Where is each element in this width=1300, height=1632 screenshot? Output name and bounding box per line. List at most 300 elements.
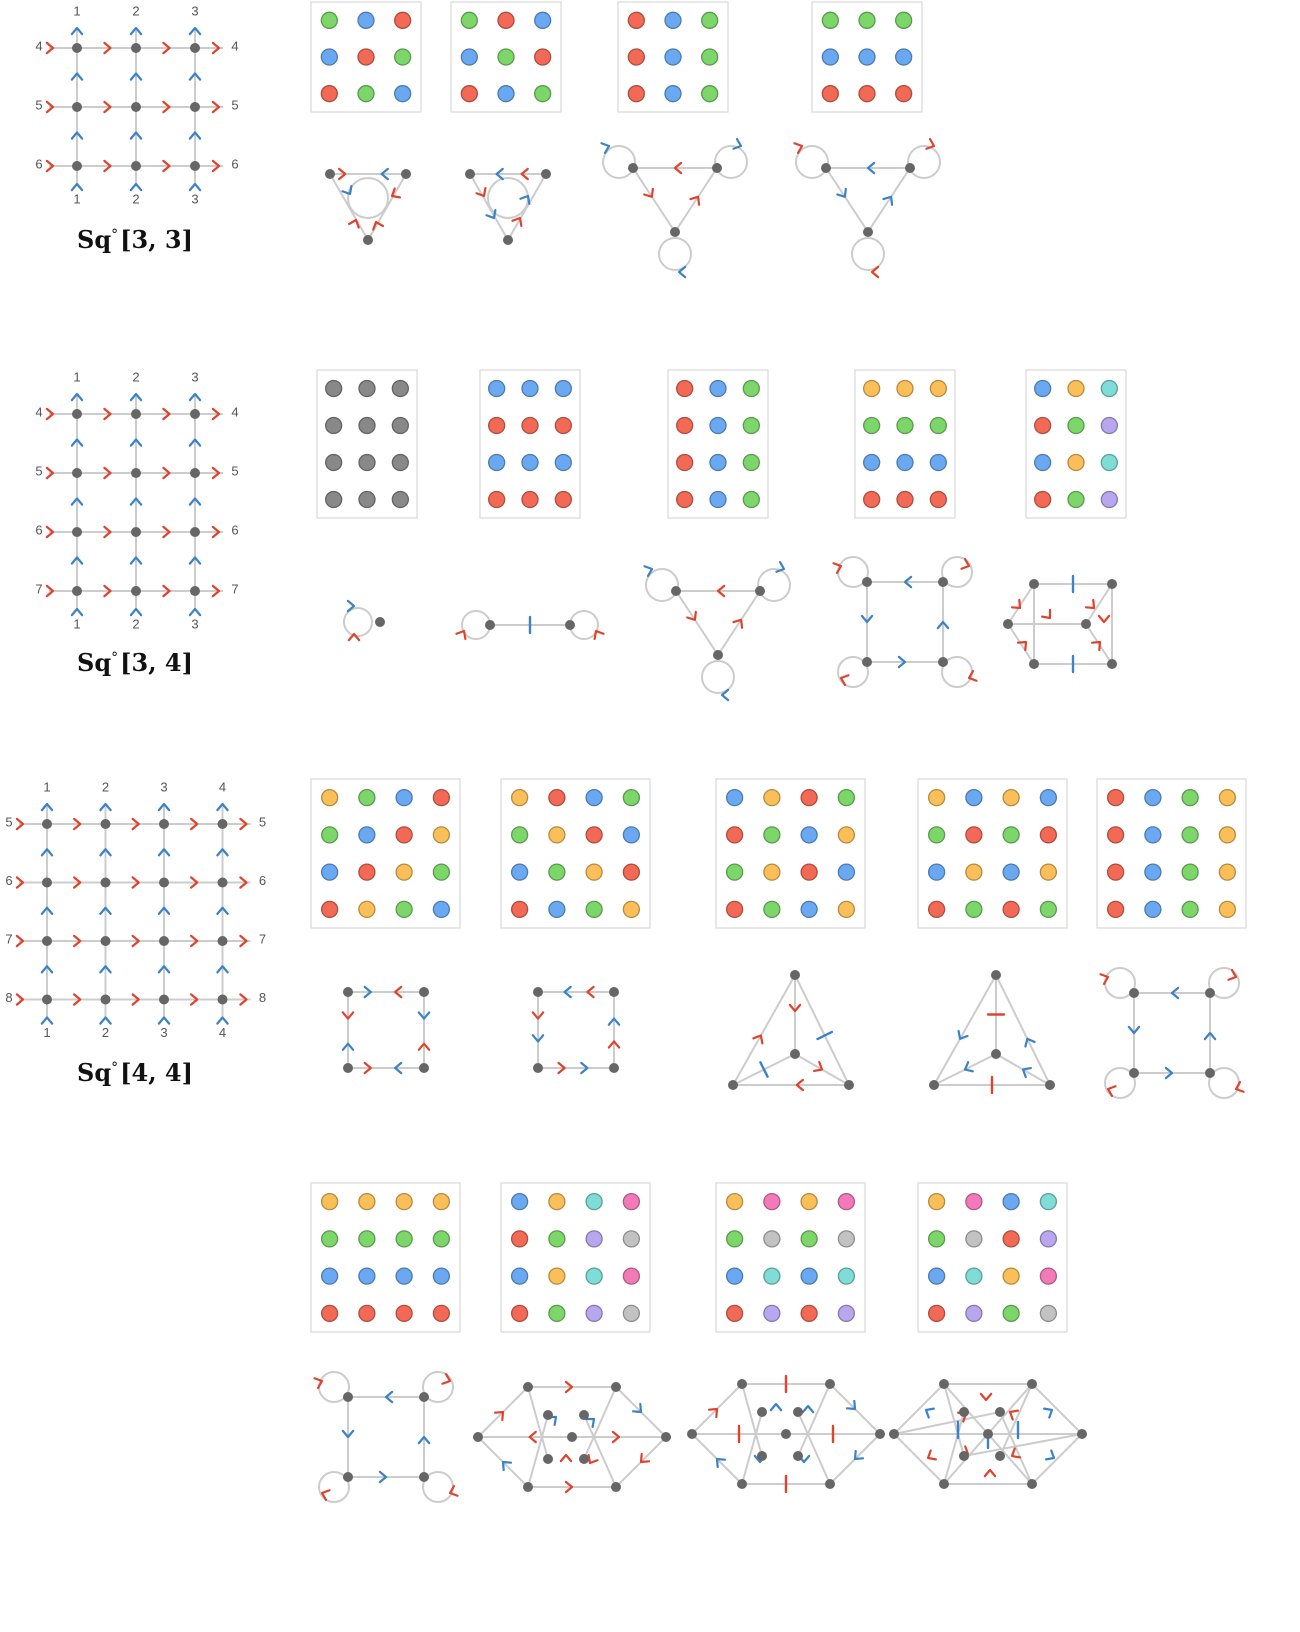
color-dot — [1040, 790, 1056, 806]
node — [343, 1063, 353, 1073]
color-dot — [896, 86, 912, 102]
color-dot — [512, 1268, 528, 1284]
red-arrow — [589, 1455, 598, 1463]
color-dot — [1145, 790, 1161, 806]
node — [159, 819, 169, 829]
color-dot — [838, 827, 854, 843]
port-label: 3 — [160, 779, 168, 795]
color-dot — [433, 827, 449, 843]
node — [565, 620, 575, 630]
color-dot — [461, 49, 477, 65]
node — [1077, 1429, 1087, 1439]
color-dot — [764, 1305, 780, 1321]
node — [72, 527, 82, 537]
port-label: 1 — [73, 3, 81, 19]
color-dot — [1040, 1194, 1056, 1210]
blue-arrow — [771, 1404, 781, 1410]
node — [1081, 619, 1091, 629]
edge — [584, 1415, 616, 1487]
color-dot — [801, 1305, 817, 1321]
color-dot — [665, 12, 681, 28]
node — [1027, 1479, 1037, 1489]
coloring-box — [501, 1183, 650, 1332]
edge — [675, 168, 717, 232]
edge — [1008, 584, 1034, 624]
torus-grid — [5, 779, 266, 1040]
blue-arrow — [72, 609, 82, 615]
node — [343, 1392, 353, 1402]
color-dot — [535, 12, 551, 28]
port-label: 7 — [231, 581, 239, 597]
color-dot — [359, 492, 375, 508]
color-dot — [396, 827, 412, 843]
color-dot — [677, 492, 693, 508]
color-dot — [1035, 455, 1051, 471]
loop-edge — [702, 661, 734, 693]
quotient-graph — [929, 970, 1055, 1093]
coloring-box — [311, 779, 460, 928]
color-dot — [966, 864, 982, 880]
color-dot — [392, 418, 408, 434]
node — [1129, 1068, 1139, 1078]
red-arrow — [1042, 610, 1050, 618]
node — [101, 819, 111, 829]
color-dot — [1003, 790, 1019, 806]
color-dot — [1101, 418, 1117, 434]
quotient-graph — [343, 987, 429, 1073]
port-label: 2 — [101, 1024, 110, 1040]
node — [983, 1429, 993, 1439]
node — [609, 987, 619, 997]
red-arrow — [1092, 642, 1100, 650]
color-dot — [522, 455, 538, 471]
color-dot — [326, 418, 342, 434]
color-dot — [929, 864, 945, 880]
color-dot — [549, 864, 565, 880]
port-label: 6 — [231, 156, 239, 172]
color-dot — [512, 827, 528, 843]
color-dot — [859, 86, 875, 102]
color-dot — [1182, 901, 1198, 917]
color-dot — [549, 901, 565, 917]
color-dot — [586, 1305, 602, 1321]
color-dot — [392, 455, 408, 471]
node — [1029, 579, 1039, 589]
color-dot — [586, 1194, 602, 1210]
node — [159, 936, 169, 946]
color-dot — [822, 12, 838, 28]
color-dot — [801, 864, 817, 880]
color-dot — [512, 1305, 528, 1321]
node — [991, 970, 1001, 980]
color-dot — [392, 492, 408, 508]
node — [939, 1479, 949, 1489]
color-dot — [359, 790, 375, 806]
node — [825, 1379, 835, 1389]
red-arrow — [1012, 600, 1020, 608]
red-arrow — [456, 631, 465, 639]
torus-grid — [35, 3, 238, 206]
color-dot — [801, 827, 817, 843]
color-dot — [1219, 790, 1235, 806]
node — [72, 43, 82, 53]
color-dot — [930, 418, 946, 434]
node — [218, 995, 228, 1005]
node — [737, 1379, 747, 1389]
node — [995, 1407, 1005, 1417]
blue-arrow — [803, 1406, 813, 1412]
red-arrow — [985, 1470, 995, 1476]
color-dot — [897, 455, 913, 471]
color-dot — [1003, 1305, 1019, 1321]
color-dot — [1145, 827, 1161, 843]
color-dot — [727, 864, 743, 880]
color-dot — [838, 864, 854, 880]
port-label: 4 — [218, 1024, 227, 1040]
port-label: 1 — [73, 616, 81, 632]
graph-label-name: Sq — [77, 225, 112, 254]
node — [757, 1451, 767, 1461]
node — [793, 1407, 803, 1417]
color-dot — [623, 864, 639, 880]
loop-edge — [796, 146, 828, 178]
port-label: 6 — [35, 156, 43, 172]
color-dot — [359, 1231, 375, 1247]
node — [343, 987, 353, 997]
node — [419, 987, 429, 997]
color-dot — [586, 1268, 602, 1284]
color-dot — [359, 827, 375, 843]
node — [101, 878, 111, 888]
color-dot — [702, 49, 718, 65]
color-dot — [1219, 901, 1235, 917]
color-dot — [555, 381, 571, 397]
port-label: 3 — [191, 191, 199, 207]
graph-label-sup: ° — [111, 650, 119, 666]
color-dot — [929, 827, 945, 843]
node — [190, 586, 200, 596]
port-label: 2 — [132, 3, 140, 19]
quotient-graph — [533, 987, 619, 1073]
color-dot — [764, 1194, 780, 1210]
color-dot — [743, 455, 759, 471]
color-dot — [359, 418, 375, 434]
red-arrow — [561, 1455, 571, 1461]
color-dot — [1108, 827, 1124, 843]
blue-arrow — [190, 184, 200, 190]
color-dot — [859, 49, 875, 65]
red-arrow — [373, 222, 383, 230]
color-dot — [586, 901, 602, 917]
color-dot — [549, 1268, 565, 1284]
color-dot — [359, 864, 375, 880]
node — [325, 169, 335, 179]
quotient-graph — [1100, 968, 1243, 1098]
color-dot — [864, 455, 880, 471]
port-label: 1 — [73, 369, 81, 385]
color-dot — [1182, 790, 1198, 806]
color-dot — [359, 1305, 375, 1321]
node — [687, 1429, 697, 1439]
node — [543, 1454, 553, 1464]
color-dot — [710, 492, 726, 508]
color-dot — [1035, 381, 1051, 397]
color-dot — [1145, 864, 1161, 880]
color-dot — [764, 1231, 780, 1247]
color-dot — [966, 1268, 982, 1284]
color-dot — [801, 1194, 817, 1210]
color-dot — [743, 492, 759, 508]
port-label: 4 — [231, 404, 239, 420]
graph-label — [77, 648, 193, 677]
color-dot — [395, 49, 411, 65]
color-dot — [396, 901, 412, 917]
red-arrow — [349, 220, 359, 228]
color-dot — [966, 901, 982, 917]
color-dot — [966, 1231, 982, 1247]
node — [72, 586, 82, 596]
color-dot — [1040, 1268, 1056, 1284]
color-dot — [321, 12, 337, 28]
node — [473, 1432, 483, 1442]
red-arrow — [928, 1450, 936, 1459]
color-dot — [764, 1268, 780, 1284]
red-arrow — [595, 631, 604, 639]
color-dot — [1003, 864, 1019, 880]
color-dot — [623, 1268, 639, 1284]
color-dot — [555, 492, 571, 508]
color-dot — [623, 1194, 639, 1210]
blue-arrow — [217, 1018, 227, 1024]
node — [938, 577, 948, 587]
node — [611, 1482, 621, 1492]
red-arrow — [969, 671, 977, 681]
graph-label-sup: ° — [111, 227, 119, 243]
red-arrow — [1236, 1082, 1244, 1092]
color-dot — [838, 1194, 854, 1210]
quotient-graph — [833, 557, 976, 687]
color-dot — [1068, 381, 1084, 397]
color-dot — [838, 1268, 854, 1284]
loop-edge — [908, 146, 940, 178]
node — [875, 1429, 885, 1439]
color-dot — [929, 790, 945, 806]
color-dot — [1003, 827, 1019, 843]
quotient-graph — [728, 970, 854, 1090]
color-dot — [1108, 864, 1124, 880]
node — [863, 227, 873, 237]
port-label: 8 — [258, 989, 267, 1005]
red-arrow — [1100, 974, 1108, 984]
red-arrow — [833, 563, 841, 573]
color-dot — [929, 1231, 945, 1247]
blue-arrow — [926, 1409, 934, 1418]
color-dot — [396, 1268, 412, 1284]
color-dot — [512, 901, 528, 917]
color-dot — [359, 901, 375, 917]
color-dot — [326, 492, 342, 508]
quotient-graph — [314, 1372, 457, 1502]
edge — [676, 591, 718, 655]
color-dot — [586, 864, 602, 880]
blue-arrow — [733, 139, 741, 149]
node — [793, 1451, 803, 1461]
graph-label-name: Sq — [77, 1058, 112, 1087]
node — [485, 620, 495, 630]
color-dot — [326, 381, 342, 397]
node — [190, 43, 200, 53]
node — [755, 586, 765, 596]
quotient-graph — [1003, 576, 1117, 672]
color-dot — [396, 864, 412, 880]
color-dot — [433, 1194, 449, 1210]
color-dot — [322, 864, 338, 880]
color-dot — [896, 49, 912, 65]
port-label: 6 — [231, 522, 239, 538]
node — [363, 235, 373, 245]
edge — [1032, 1384, 1082, 1434]
color-dot — [498, 49, 514, 65]
node — [72, 409, 82, 419]
color-dot — [1145, 901, 1161, 917]
color-dot — [628, 12, 644, 28]
color-dot — [359, 1268, 375, 1284]
node — [533, 987, 543, 997]
node — [757, 1407, 767, 1417]
node — [1107, 659, 1117, 669]
port-label: 7 — [258, 931, 267, 947]
color-dot — [1101, 492, 1117, 508]
color-dot — [396, 1231, 412, 1247]
loop-edge — [758, 569, 790, 601]
color-dot — [677, 455, 693, 471]
color-dot — [966, 1305, 982, 1321]
node — [862, 657, 872, 667]
node — [611, 1382, 621, 1392]
node — [190, 409, 200, 419]
quotient-graph — [325, 169, 411, 245]
color-dot — [395, 12, 411, 28]
color-dot — [1108, 790, 1124, 806]
color-dot — [822, 86, 838, 102]
node — [1029, 659, 1039, 669]
node — [670, 227, 680, 237]
color-dot — [623, 1305, 639, 1321]
coloring-box — [501, 779, 650, 928]
color-dot — [1003, 1194, 1019, 1210]
color-dot — [549, 1231, 565, 1247]
color-dot — [764, 790, 780, 806]
color-dot — [1182, 864, 1198, 880]
node — [42, 936, 52, 946]
coloring-box — [716, 779, 865, 928]
loop-edge — [715, 146, 747, 178]
port-label: 4 — [35, 404, 43, 420]
loop-edge — [646, 569, 678, 601]
color-dot — [433, 864, 449, 880]
color-dot — [710, 418, 726, 434]
color-dot — [1040, 1305, 1056, 1321]
quotient-graph — [456, 611, 603, 639]
color-dot — [1182, 827, 1198, 843]
color-dot — [321, 86, 337, 102]
edge — [826, 168, 868, 232]
coloring-box — [1026, 370, 1126, 518]
color-dot — [555, 418, 571, 434]
node — [929, 1080, 939, 1090]
edge — [718, 591, 760, 655]
node — [790, 1049, 800, 1059]
color-dot — [512, 1231, 528, 1247]
red-arrow — [450, 1486, 458, 1496]
graph-label — [77, 225, 193, 254]
color-dot — [433, 790, 449, 806]
color-dot — [665, 86, 681, 102]
edge — [470, 174, 508, 240]
color-dot — [822, 49, 838, 65]
port-label: 5 — [231, 463, 239, 479]
node — [905, 163, 915, 173]
port-label: 5 — [35, 463, 43, 479]
node — [991, 1049, 1001, 1059]
color-dot — [512, 1194, 528, 1210]
color-dot — [321, 49, 337, 65]
node — [343, 1472, 353, 1482]
node — [862, 577, 872, 587]
color-dot — [498, 86, 514, 102]
color-dot — [395, 86, 411, 102]
port-label: 2 — [132, 191, 140, 207]
quotient-graph — [687, 1376, 885, 1492]
node — [533, 1063, 543, 1073]
color-dot — [322, 1231, 338, 1247]
color-dot — [512, 864, 528, 880]
color-dot — [1068, 418, 1084, 434]
color-dot — [743, 418, 759, 434]
node — [737, 1479, 747, 1489]
color-dot — [1040, 864, 1056, 880]
color-dot — [489, 418, 505, 434]
coloring-box — [311, 2, 421, 112]
port-label: 6 — [35, 522, 43, 538]
color-dot — [433, 1231, 449, 1247]
node — [419, 1392, 429, 1402]
quotient-graph — [473, 1382, 671, 1492]
color-dot — [433, 1268, 449, 1284]
blue-tick — [760, 1062, 767, 1076]
node — [959, 1407, 969, 1417]
graph-label-args: [3, 3] — [120, 225, 193, 254]
coloring-box — [317, 370, 417, 518]
color-dot — [838, 790, 854, 806]
color-dot — [930, 381, 946, 397]
edge — [798, 1384, 830, 1456]
color-dot — [1003, 901, 1019, 917]
coloring-box — [855, 370, 955, 518]
edge — [584, 1387, 616, 1459]
color-dot — [838, 1305, 854, 1321]
quotient-graph — [601, 139, 747, 277]
color-dot — [677, 381, 693, 397]
color-dot — [512, 790, 528, 806]
color-dot — [549, 827, 565, 843]
color-dot — [1040, 1231, 1056, 1247]
color-dot — [358, 49, 374, 65]
node — [419, 1063, 429, 1073]
node — [1045, 1080, 1055, 1090]
color-dot — [1035, 418, 1051, 434]
color-dot — [1035, 492, 1051, 508]
